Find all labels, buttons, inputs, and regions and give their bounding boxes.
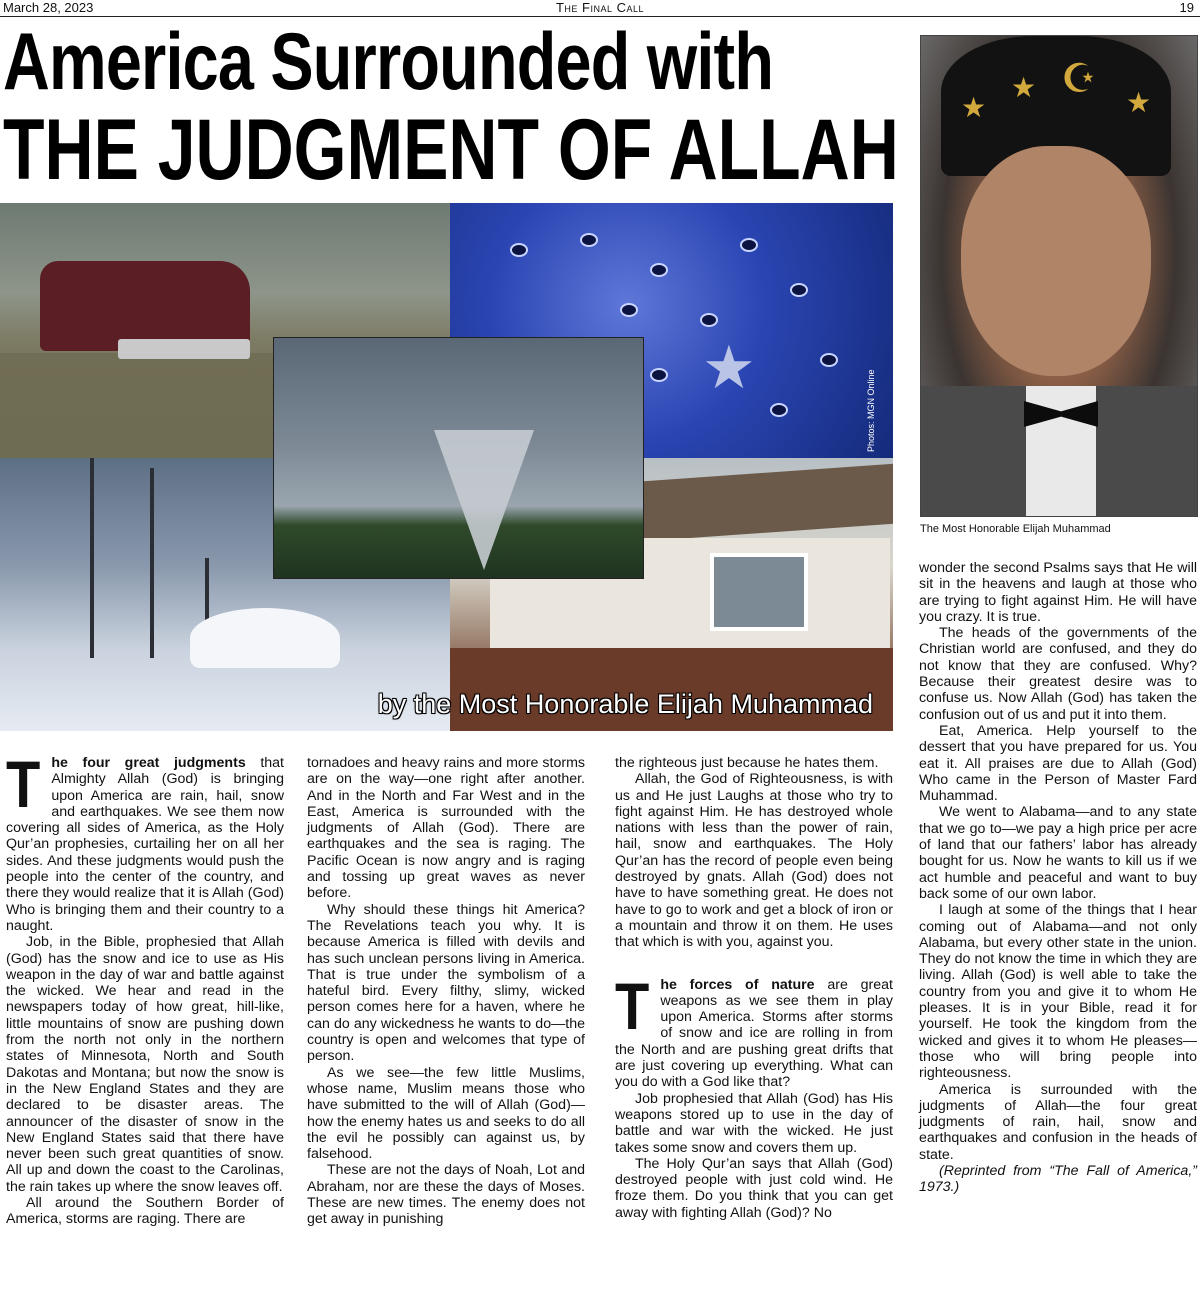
paragraph: The heads of the governments of the Christian world are confused, and they do not know that they are confused. Why? Because their greatest desire was to confuse us. Now Allah (God) has taken the confusion out of us and put it into them.	[919, 625, 1197, 723]
star-icon: ★	[1126, 87, 1152, 118]
tornado-photo	[273, 337, 644, 579]
headline	[3, 17, 903, 198]
star-icon: ★	[1011, 72, 1037, 103]
headline-line-2: THE JUDGMENT OF ALLAH	[3, 102, 899, 198]
issue-date: March 28, 2023	[3, 0, 94, 15]
article-column-4	[919, 560, 1197, 1196]
paragraph: Why should these things hit America? The Revelations teach you why. It is because America is filled with devils and has such unclean persons living in America. That is true under the symbolism of a hateful bird. Every filthy, slimy, wicked person comes here for a haven, where he can do any wickedness he wants to do—the country is open and welcomes that type of person.	[307, 901, 585, 1065]
paragraph: These are not the days of Noah, Lot and Abraham, nor are these the days of Moses. These are new times. The enemy does not get away in punishing	[307, 1162, 585, 1228]
article-column-2	[307, 755, 585, 1228]
photo-collage	[0, 203, 893, 731]
paragraph: The four great judgments that Almighty Allah (God) is bringing upon America are rain, hail, snow and earthquakes. We see them now covering all sides of America, as the Holy Qur’an prophesies, curtailing her on all her sides. And these judgments would push the people into the center of the country, and there they would realize that it is Allah (God) Who is bringing them and their country to a naught.	[6, 747, 284, 934]
tornado-funnel	[434, 430, 534, 570]
paragraph: I laugh at some of the things that I hear coming out of Alabama—and not only Alabama, but every other state in the union. They do not know the time in which they are living. Allah (God) is well able to take the country from you and give it to whom He pleases. It is in your Bible, read it for yourself. He took the kingdom from the wicked and gives it to whom He pleases—those who will bring people into righteousness.	[919, 902, 1197, 1082]
article-column-1	[6, 747, 284, 1228]
paragraph: The forces of nature are great weapons as we see them in play upon America. Storms after storms of snow and ice are rolling in from the North and are pushing great drifts that are just covering up everything. What can you do with a God like that?	[615, 968, 893, 1091]
drop-cap: T	[615, 968, 650, 1043]
snow-covered-car	[190, 608, 340, 668]
submerged-truck	[40, 261, 250, 351]
paragraph: Job prophesied that Allah (God) has His weapons stored up to use in the day of battle and war with the wicked. He just takes some snow and covers them up.	[615, 1090, 893, 1156]
paragraph: tornadoes and heavy rains and more storms are on the way—one right after another. And in the North and Far West and in the East, America is surrounded with the judgments of Allah (God). There are earthquakes and the sea is raging. The Pacific Ocean is now angry and is raging and tossing up great waves as never before.	[307, 755, 585, 902]
drop-cap: T	[6, 747, 41, 821]
paragraph: the righteous just because he hates them.	[615, 755, 879, 771]
star-emblem-icon: ★	[702, 334, 756, 401]
page-header	[0, 0, 1200, 17]
face	[961, 146, 1151, 376]
lead-in: he forces of nature	[660, 976, 815, 993]
page-number: 19	[1179, 0, 1194, 15]
star-icon: ★	[961, 92, 987, 123]
photo-credit: Photos: MGN Online	[866, 369, 876, 452]
byline: by the Most Honorable Elijah Muhammad	[377, 689, 873, 719]
reprint-note: (Reprinted from “The Fall of America,” 1973.)	[919, 1162, 1197, 1196]
paragraph: Job, in the Bible, prophesied that Allah (God) has the snow and ice to use as His weapon in the day of war and battle against the wicked. We hear and read in the newspapers today of how great, hill-like, little mountains of snow are pushing down from the north not only in the northern states of Minnesota, North and South Dakotas and Montana; but now the snow is in the New England States and they are declared to be disaster areas. The announcer of the disaster of snow in the New England States said that there have never been such great quantities of snow. All up and down the coast to the Carolinas, the rain takes up where the snow leaves off.	[6, 934, 284, 1195]
portrait-photo	[920, 35, 1198, 517]
paragraph: Allah, the God of Righteousness, is with us and He just Laughs at those who try to fight against Him. He has destroyed whole nations with less than the power of rain, hail, snow and earthquakes. The Holy Qur’an has the record of people even being destroyed by gnats. Allah (God) does not have to have something great. He does not have to go to work and get a block of iron or a mountain and throw it on them. He uses that which is with you, against you.	[615, 771, 893, 951]
paragraph: Eat, America. Help yourself to the dessert that you have prepared for us. You eat it. All praises are due to Allah (God) Who came in the Person of Master Fard Muhammad.	[919, 722, 1197, 805]
paragraph: America is surrounded with the judgments of Allah—the four great judgments of rain, hail, snow and earthquakes and confusion in the heads of state.	[919, 1081, 1197, 1163]
portrait-caption: The Most Honorable Elijah Muhammad	[920, 523, 1111, 535]
headline-line-1: America Surrounded with	[3, 17, 774, 107]
crescent-icon: ☪	[1061, 57, 1097, 101]
paragraph: The Holy Qur’an says that Allah (God) destroyed people with just cold wind. He froze them. Do you think that you can get away with fighting Allah (God)? No	[615, 1155, 893, 1221]
lead-in: he four great judgments	[51, 755, 246, 771]
article-column-3	[615, 755, 893, 1221]
paragraph: We went to Alabama—and to any state that we go to—we pay a high price per acre of land that our fathers’ labor has already bought for us. Now he wants to kill us if we act humble and peaceful and want to buy back some of our own labor.	[919, 804, 1197, 902]
paragraph: As we see—the few little Muslims, whose name, Muslim means those who have submitted to the will of Allah (God)—how the enemy hates us and seeks to do all the evil he possibly can against us, by falsehood.	[307, 1064, 585, 1163]
newspaper-name: The Final Call	[555, 0, 645, 15]
paragraph: wonder the second Psalms says that He will sit in the heavens and laugh at those who are trying to fight against Him. He will have you crazy. It is true.	[919, 560, 1197, 625]
paragraph: All around the Southern Border of America, storms are raging. There are	[6, 1195, 284, 1228]
